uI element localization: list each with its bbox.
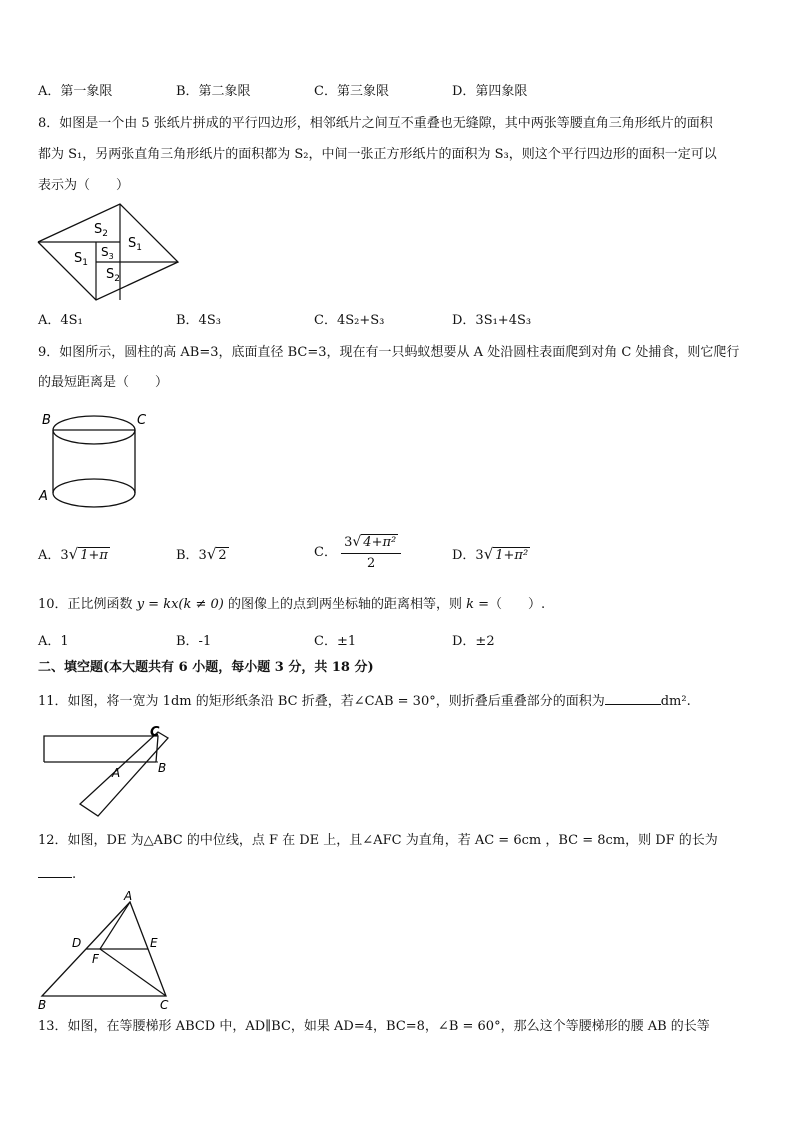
section-2-heading: 二、填空题(本大题共有 6 小题，每小题 3 分，共 18 分) (38, 660, 374, 675)
q12-label-b: B (38, 998, 47, 1010)
q9-option-c: C． $\frac{\text{3√ 4+π²}}{2}$ (314, 532, 401, 574)
q10-formula: y = kx(k ≠ 0) (136, 597, 224, 612)
q9-option-a: A．3√ 1+π (38, 545, 108, 563)
q9-option-a-radicand: 1+π (80, 548, 108, 563)
q8-label-s3: $S_3$ (101, 245, 114, 261)
q8-text-3: 表示为（ ） (38, 178, 130, 193)
q11-text: 11．如图，将一宽为 1dm 的矩形纸条沿 BC 折叠，若∠CAB = 30°，则折叠后重叠部分的面积为 dm². (38, 690, 691, 712)
q8-option-a: A．4S₁ (38, 313, 83, 328)
q12-triangle-figure (34, 888, 184, 1010)
q10-option-c: C．±1 (314, 634, 357, 649)
q8-option-b: B．4S₃ (176, 313, 221, 328)
q10-option-a: A．1 (38, 634, 69, 649)
q9-text-2: 的最短距离是（ ） (38, 375, 169, 390)
q12-text-1: 12．如图，DE 为△ABC 的中位线，点 F 在 DE 上，且∠AFC 为直角，若 AC = 6cm ，BC = 8cm，则 DF 的长为 (38, 833, 718, 848)
q13-text: 13．如图，在等腰梯形 ABCD 中，AD∥BC，如果 AD=4，BC=8，∠B = 60°，那么这个等腰梯形的腰 AB 的长等 (38, 1019, 710, 1034)
q11-answer-blank (605, 690, 661, 705)
q7-option-a: A．第一象限 (38, 84, 113, 99)
q9-label-a: A (39, 489, 48, 504)
q8-label-s2-bottom: $S_2$ (106, 267, 120, 284)
q9-option-b: B．3√ 2 (176, 545, 227, 563)
q8-label-s1-left: $S_1$ (74, 251, 88, 268)
q9-option-b-radicand: 2 (218, 548, 227, 563)
q10-text: 10．正比例函数 y = kx(k ≠ 0) 的图像上的点到两坐标轴的距离相等，则 k =（ ）. (38, 597, 546, 612)
q7-option-d: D．第四象限 (452, 84, 528, 99)
q10-option-d: D．±2 (452, 634, 495, 649)
q8-text-1: 8．如图是一个由 5 张纸片拼成的平行四边形，相邻纸片之间互不重叠也无缝隙，其中两张等腰直角三角形纸片的面积 (38, 116, 713, 131)
q11-label-b: B (158, 761, 167, 775)
q9-text-1: 9．如图所示，圆柱的高 AB=3，底面直径 BC=3，现在有一只蚂蚁想要从 A 处沿圆柱表面爬到对角 C 处捕食，则它爬行 (38, 345, 740, 360)
q7-option-b: B．第二象限 (176, 84, 251, 99)
q12-label-d: D (72, 936, 82, 950)
q11-label-c: C (150, 725, 160, 740)
q9-option-d-radicand: 1+π² (495, 548, 529, 563)
q9-label-b: B (42, 413, 51, 428)
q12-label-c: C (160, 998, 169, 1010)
q8-label-s2-top: $S_2$ (94, 222, 108, 239)
q9-cylinder-figure (36, 408, 156, 518)
q10-option-b: B．-1 (176, 634, 212, 649)
q7-option-c: C．第三象限 (314, 84, 389, 99)
q8-text-2: 都为 S₁，另两张直角三角形纸片的面积都为 S₂，中间一张正方形纸片的面积为 S₃，则这个平行四边形的面积一定可以 (38, 147, 717, 162)
q12-label-a: A (124, 889, 133, 903)
q8-option-c: C．4S₂+S₃ (314, 313, 385, 328)
q9-label-c: C (137, 413, 147, 428)
q12-text-2: . (38, 863, 76, 885)
q9-option-c-fraction: $\frac{\text{3√ 4+π²}}{2}$ (341, 532, 401, 574)
q12-label-e: E (150, 936, 158, 950)
q11-label-a: A (112, 766, 121, 780)
q9-option-d: D．3√ 1+π² (452, 545, 529, 563)
q8-parallelogram-figure (36, 200, 182, 304)
q12-label-f: F (92, 952, 99, 966)
q11-folded-strip-figure (40, 722, 180, 822)
q8-label-s1-right: $S_1$ (128, 236, 142, 253)
q12-answer-blank (38, 863, 72, 878)
q8-option-d: D．3S₁+4S₃ (452, 313, 532, 328)
